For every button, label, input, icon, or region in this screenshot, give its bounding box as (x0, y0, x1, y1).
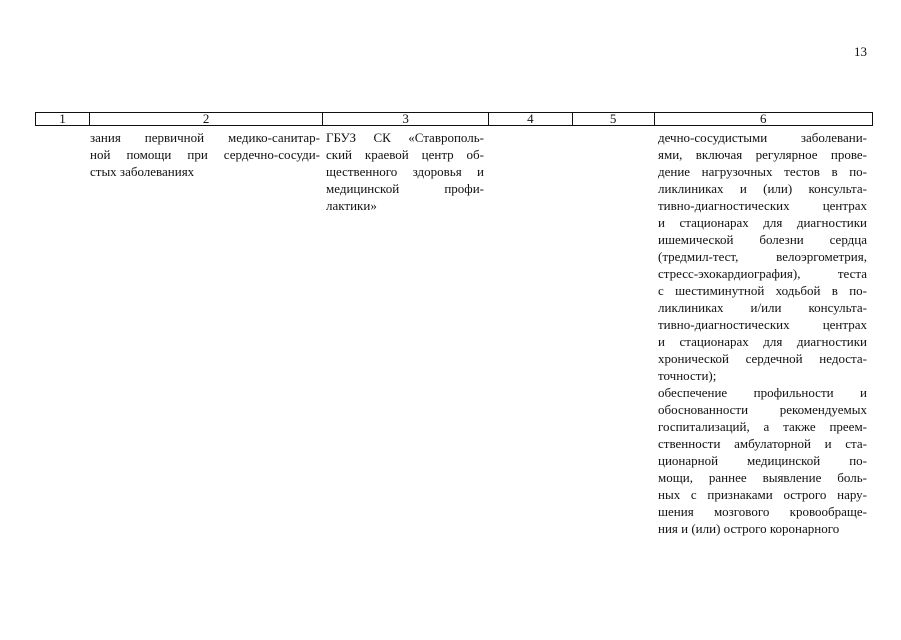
column-6-line: хронической сердечной недоста- (658, 351, 867, 366)
column-6-line: ликлиниках и/или консульта- (658, 300, 867, 315)
column-6-line: шения мозгового кровообраще- (658, 504, 867, 519)
column-6-line: обоснованности рекомендуемых (658, 402, 867, 417)
column-6-line: (тредмил-тест, велоэргометрия, (658, 249, 867, 264)
column-2-line: стых заболеваниях (90, 164, 195, 179)
column-6-line: ных с признаками острого нару- (658, 487, 867, 502)
column-6-line: тивно-диагностических центрах (658, 198, 867, 213)
column-6-line: ями, включая регулярное прове- (658, 147, 867, 162)
column-6-line: госпитализаций, а также преем- (658, 419, 867, 434)
column-6-line: ишемической болезни сердца (658, 232, 867, 247)
column-6-line: дение нагрузочных тестов в по- (658, 164, 867, 179)
page-number: 13 (854, 44, 867, 59)
column-6-line: стресс-эхокардиография), теста (658, 266, 867, 281)
column-6-line: тивно-диагностических центрах (658, 317, 867, 332)
column-6-line: обеспечение профильности и (658, 385, 867, 400)
header-cell-2: 2 (90, 113, 323, 125)
column-2-text (90, 129, 320, 180)
header-cell-3: 3 (323, 113, 489, 125)
column-2-line: зания первичной медико-санитар- (90, 130, 320, 145)
column-6-line: мощи, раннее выявление боль- (658, 470, 867, 485)
header-cell-5: 5 (573, 113, 655, 125)
column-3-text (326, 129, 484, 214)
column-6-line: ликлиниках и (или) консульта- (658, 181, 867, 196)
column-6-line: с шестиминутной ходьбой в по- (658, 283, 867, 298)
column-6-line: ния и (или) острого коронарного (658, 521, 840, 536)
header-cell-6: 6 (760, 113, 767, 125)
column-6-line: и стационарах для диагностики (658, 215, 867, 230)
column-6-line: дечно-сосудистыми заболевани- (658, 130, 867, 145)
column-6-line: и стационарах для диагностики (658, 334, 867, 349)
column-3-line: щественного здоровья и (326, 164, 484, 179)
column-6-line: ственности амбулаторной и ста- (658, 436, 867, 451)
header-cell-4: 4 (489, 113, 573, 125)
column-3-line: медицинской профи- (326, 181, 484, 196)
column-6-text (658, 129, 867, 537)
column-6-line: ционарной медицинской по- (658, 453, 867, 468)
header-cell-1: 1 (36, 113, 90, 125)
column-3-line: ГБУЗ СК «Ставрополь- (326, 130, 484, 145)
column-6-line: точности); (658, 368, 717, 383)
table-header-row (35, 112, 873, 126)
column-3-line: ский краевой центр об- (326, 147, 484, 162)
column-3-line: лактики» (326, 198, 377, 213)
column-2-line: ной помощи при сердечно-сосуди- (90, 147, 320, 162)
